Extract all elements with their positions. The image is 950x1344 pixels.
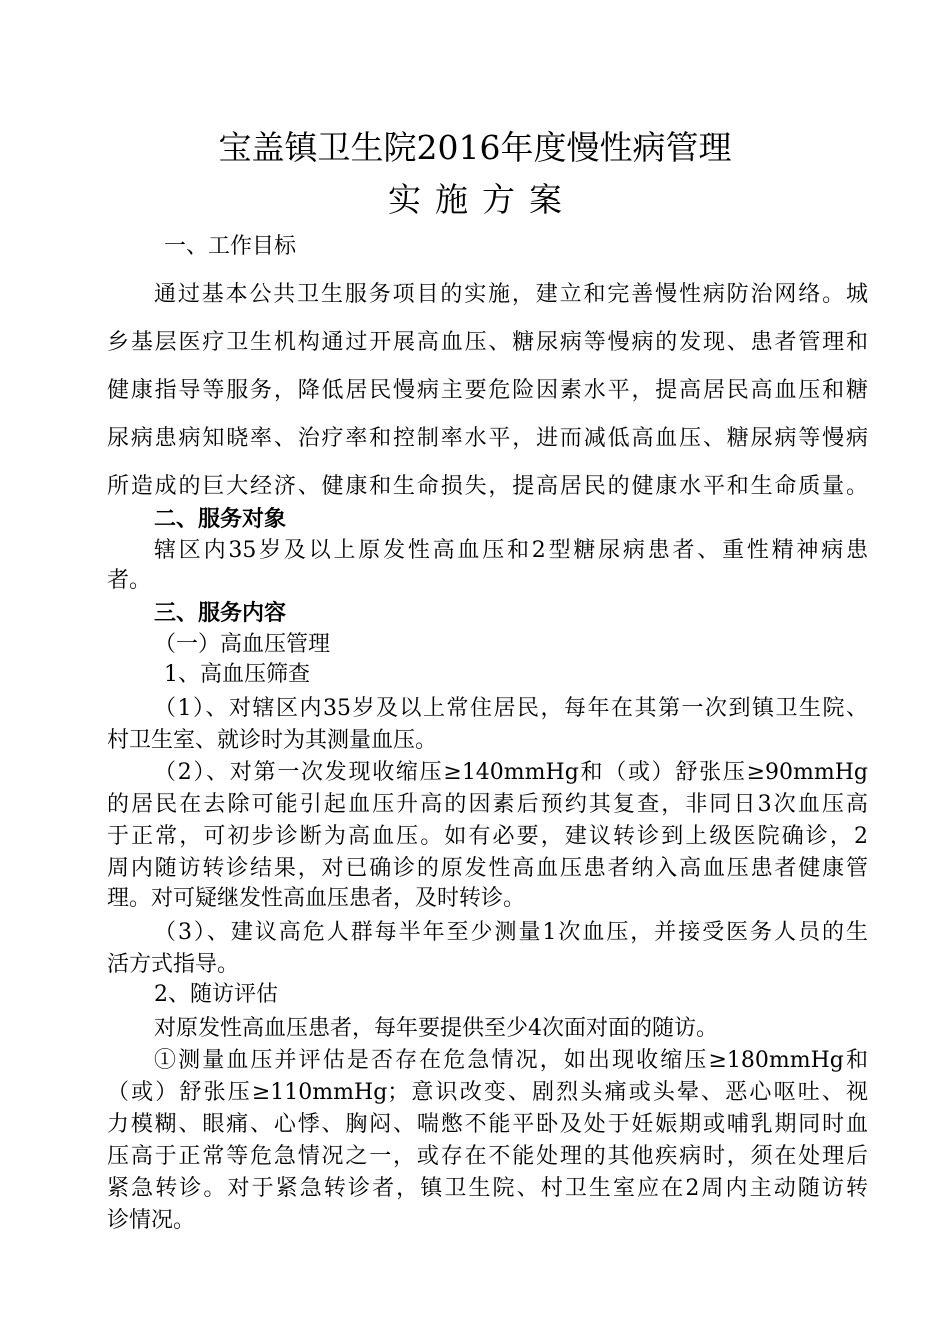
paragraph-line: 诊情况。: [107, 1208, 196, 1233]
paragraph-line: 健康指导等服务，降低居民慢病主要危险因素水平，提高居民高血压和糖: [107, 378, 868, 403]
paragraph-line: （3）、建议高危人群每半年至少测量1次血压，并接受医务人员的生: [154, 920, 868, 945]
paragraph-line: 活方式指导。: [107, 952, 240, 977]
paragraph-line: 压高于正常等危急情况之一，或存在不能处理的其他疾病时，须在处理后: [107, 1144, 868, 1169]
paragraph-line: 尿病患病知晓率、治疗率和控制率水平，进而减低高血压、糖尿病等慢病: [107, 426, 868, 451]
paragraph-line: 力模糊、眼痛、心悸、胸闷、喘憋不能平卧及处于妊娠期或哺乳期同时血: [107, 1112, 868, 1137]
section-heading-goals: 一、工作目标: [164, 234, 297, 259]
paragraph-line: ①测量血压并评估是否存在危急情况，如出现收缩压≥180mmHg和: [154, 1048, 868, 1073]
paragraph-line: 通过基本公共卫生服务项目的实施，建立和完善慢性病防治网络。城: [154, 282, 868, 307]
paragraph-line: 村卫生室、就诊时为其测量血压。: [107, 728, 438, 753]
paragraph-line: 周内随访转诊结果，对已确诊的原发性高血压患者纳入高血压患者健康管: [107, 856, 868, 881]
paragraph-line: （2）、对第一次发现收缩压≥140mmHg和（或）舒张压≥90mmHg: [154, 760, 868, 785]
paragraph-line: （或）舒张压≥110mmHg；意识改变、剧烈头痛或头晕、恶心呕吐、视: [107, 1080, 868, 1105]
item-heading: 1、高血压筛查: [164, 662, 310, 687]
paragraph-line: 理。对可疑继发性高血压患者，及时转诊。: [107, 886, 526, 911]
paragraph-line: 者。: [107, 568, 152, 593]
paragraph-line: 于正常，可初步诊断为高血压。如有必要，建议转诊到上级医院确诊，2: [107, 824, 868, 849]
subsection-heading: （一）高血压管理: [154, 632, 331, 657]
paragraph-line: 对原发性高血压患者，每年要提供至少4次面对面的随访。: [154, 1016, 718, 1041]
section-heading-content: 三、服务内容: [154, 600, 287, 626]
document-title: 宝盖镇卫生院2016年度慢性病管理: [218, 128, 732, 167]
document-subtitle: 实施方案: [388, 180, 576, 219]
paragraph-line: 的居民在去除可能引起血压升高的因素后预约其复查，非同日3次血压高: [107, 792, 868, 817]
item-heading: 2、随访评估: [154, 982, 278, 1007]
paragraph-line: 辖区内35岁及以上原发性高血压和2型糖尿病患者、重性精神病患: [154, 538, 868, 563]
paragraph-line: 所造成的巨大经济、健康和生命损失，提高居民的健康水平和生命质量。: [107, 474, 868, 499]
paragraph-line: 乡基层医疗卫生机构通过开展高血压、糖尿病等慢病的发现、患者管理和: [107, 330, 868, 355]
paragraph-line: （1）、对辖区内35岁及以上常住居民，每年在其第一次到镇卫生院、: [154, 696, 868, 721]
section-heading-targets: 二、服务对象: [154, 506, 287, 532]
paragraph-line: 紧急转诊。对于紧急转诊者，镇卫生院、村卫生室应在2周内主动随访转: [107, 1176, 868, 1201]
